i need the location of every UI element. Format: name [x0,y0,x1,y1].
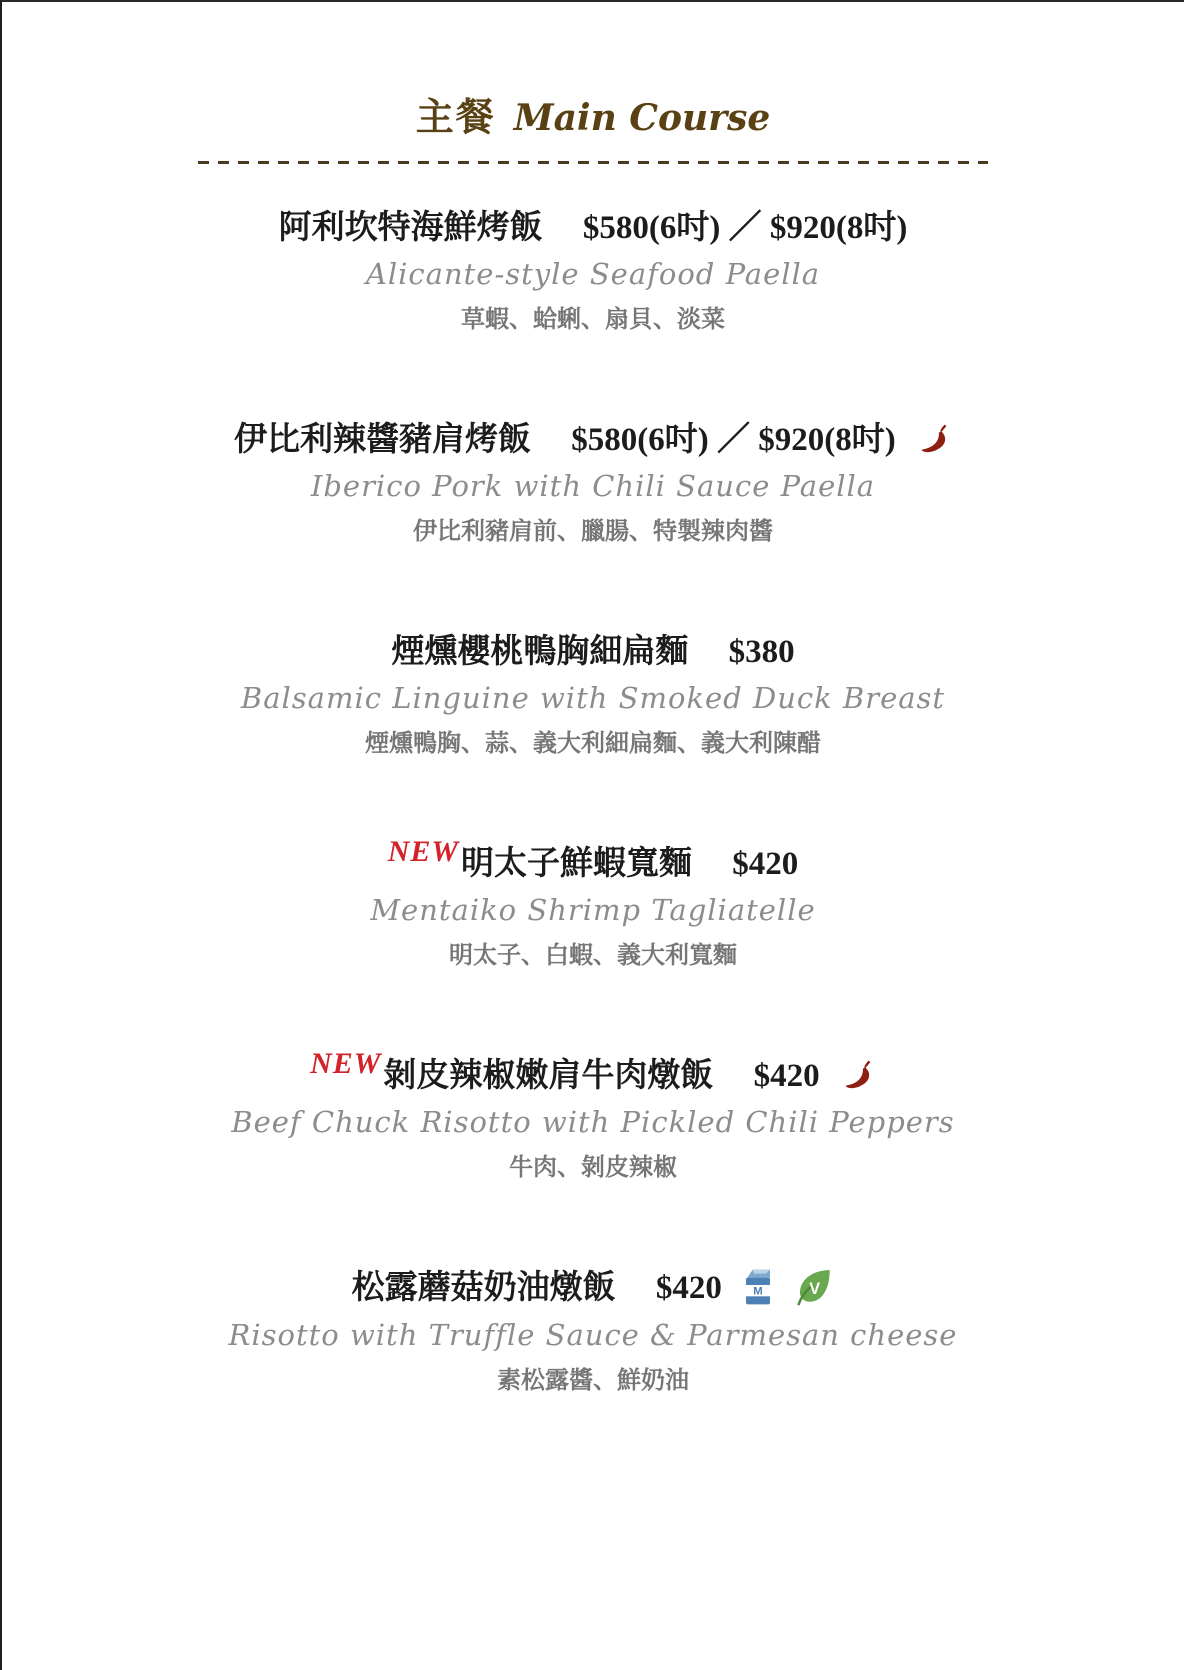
svg-text:V: V [809,1280,821,1299]
title-en: Main Course [513,97,771,139]
new-badge: NEW [310,1047,382,1080]
menu-item [2,416,1184,628]
dish-name-zh: 伊比利辣醬豬肩烤飯 [234,422,532,458]
dish-line [2,420,1184,461]
dish-name-zh: 明太子鮮蝦寬麵 [461,846,693,882]
dish-ingredients: 牛肉、剝皮辣椒 [509,1155,677,1182]
menu-items [2,164,1184,1476]
dish-line [2,1268,1184,1310]
dish-name-en: Mentaiko Shrimp Tagliatelle [370,893,816,928]
chili-icon [840,1057,876,1093]
menu-item [2,1047,1184,1264]
dish-name-en: Iberico Pork with Chili Sauce Paella [310,469,876,504]
dish-price: $420 [753,1058,820,1094]
dish-name-en: Alicante-style Seafood Paella [365,257,821,292]
page-title [2,2,1184,141]
dish-name-zh: 松露蘑菇奶油燉飯 [351,1270,616,1306]
svg-text:M: M [753,1285,763,1298]
dish-price: $580(6吋) ／ $920(8吋) [571,422,896,458]
dish-line [2,208,1184,249]
dish-line [2,835,1184,885]
dish-price: $420 [655,1270,722,1306]
chili-icon [916,421,952,457]
dish-name-zh: 阿利坎特海鮮烤飯 [278,210,543,246]
dish-ingredients: 煙燻鴨胸、蒜、義大利細扁麵、義大利陳醋 [365,731,821,758]
dish-price: $420 [732,846,799,882]
menu-item [2,628,1184,840]
dish-name-zh: 剝皮辣椒嫩肩牛肉燉飯 [383,1058,714,1094]
dish-name-en: Risotto with Truffle Sauce & Parmesan cheese [228,1318,958,1353]
dish-ingredients: 伊比利豬肩前、臘腸、特製辣肉醬 [413,519,773,546]
menu-item [2,1264,1184,1476]
dish-line [2,632,1184,673]
dish-name-en: Balsamic Linguine with Smoked Duck Breast [240,681,946,716]
dish-name-en: Beef Chuck Risotto with Pickled Chili Peppers [231,1105,955,1140]
milk-icon [742,1267,774,1307]
dish-name-zh: 煙燻櫻桃鴨胸細扁麵 [391,634,689,670]
dish-line [2,1047,1184,1097]
menu-item [2,835,1184,1052]
dish-ingredients: 明太子、白蝦、義大利寬麵 [449,943,737,970]
title-zh: 主餐 [415,97,496,139]
dish-price: $380 [728,634,795,670]
dish-ingredients: 草蝦、蛤蜊、扇貝、淡菜 [461,307,725,334]
vegetarian-icon [794,1267,834,1307]
dish-ingredients: 素松露醬、鮮奶油 [497,1368,689,1395]
dish-price: $580(6吋) ／ $920(8吋) [582,210,908,246]
new-badge: NEW [387,835,460,868]
menu-item [2,204,1184,416]
